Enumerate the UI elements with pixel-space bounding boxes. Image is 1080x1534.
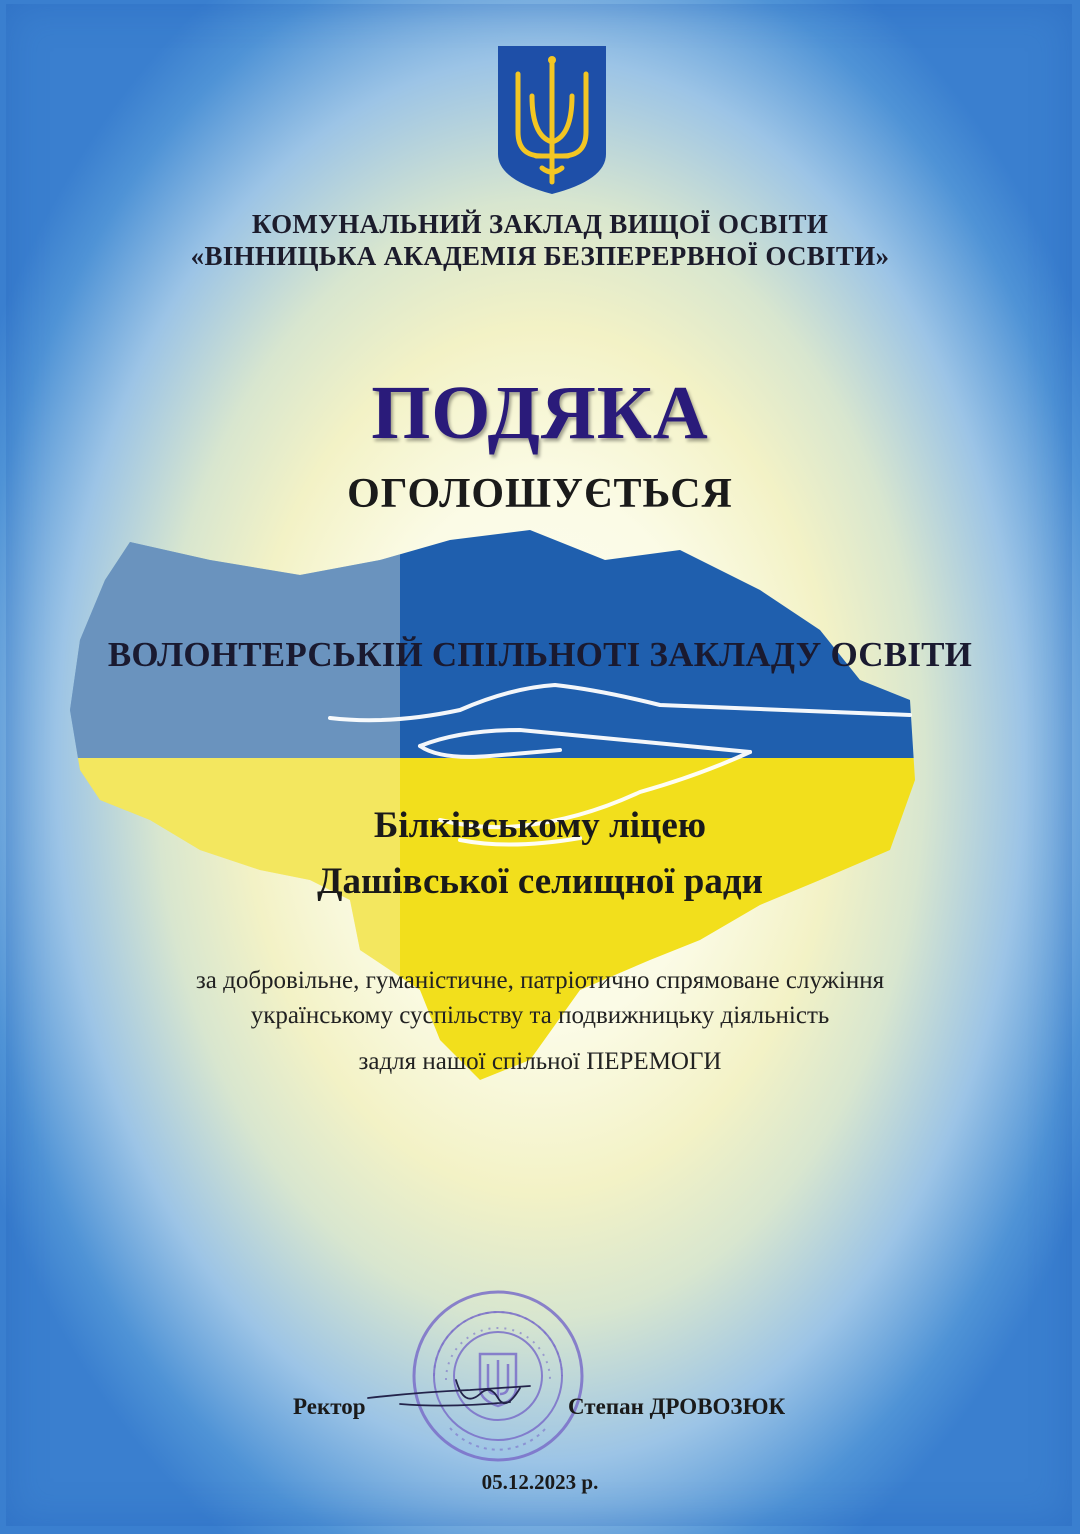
subtitle: ОГОЛОШУЄТЬСЯ xyxy=(347,471,733,517)
volunteer-line: ВОЛОНТЕРСЬКІЙ СПІЛЬНОТІ ЗАКЛАДУ ОСВІТИ xyxy=(107,635,973,674)
body-line-3: задля нашої спільної ПЕРЕМОГИ xyxy=(358,1048,722,1075)
body-line-1: за добровільне, гуманістичне, патріотично спрямоване служіння xyxy=(195,967,885,994)
signature-role: Ректор xyxy=(293,1394,366,1419)
coat-of-arms-icon xyxy=(496,44,608,196)
recipient-line-2: Дашівської селищної ради xyxy=(317,861,763,902)
signature-scribble-icon xyxy=(360,1368,590,1438)
institution-line-2: «ВІННИЦЬКА АКАДЕМІЯ БЕЗПЕРЕРВНОЇ ОСВІТИ» xyxy=(190,241,890,271)
issue-date: 05.12.2023 р. xyxy=(481,1470,599,1494)
signature-name: Степан ДРОВОЗЮК xyxy=(568,1394,786,1419)
body-line-2: українському суспільству та подвижницьку діяльність xyxy=(250,1002,830,1029)
recipient-line-1: Білківському ліцею xyxy=(373,805,707,846)
page-title: ПОДЯКА xyxy=(371,371,709,455)
institution-line-1: КОМУНАЛЬНИЙ ЗАКЛАД ВИЩОЇ ОСВІТИ xyxy=(251,209,829,239)
